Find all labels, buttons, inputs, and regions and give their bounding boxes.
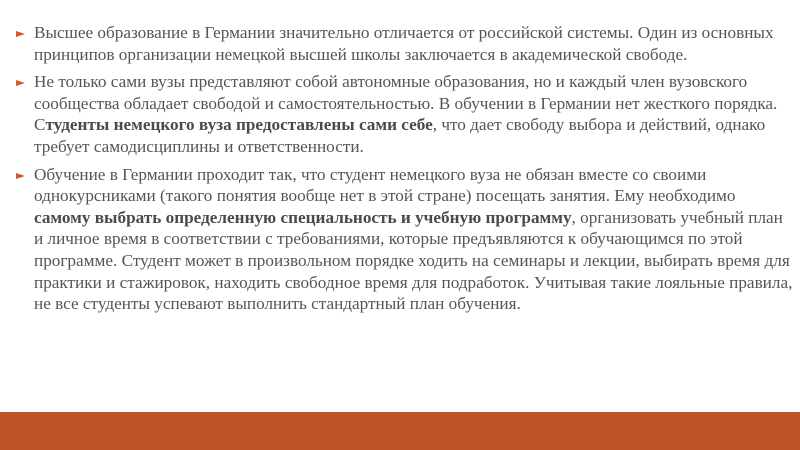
text-run: Высшее образование в Германии значительно отличается от российской системы. Один из основных принципов организации немецкой высшей школы заключается в академической свободе.: [34, 23, 774, 64]
bullet-arrow-icon: [16, 173, 25, 179]
bullet-arrow-icon: [16, 80, 25, 86]
text-run: Обучение в Германии проходит так, что студент немецкого вуза не обязан вместе со своими однокурсниками (такого понятия вообще нет в этой стране) посещать занятия. Ему необходимо: [34, 164, 736, 206]
bullet-text: [34, 71, 796, 157]
bold-text-run: туденты немецкого вуза предоставлены сами себе: [45, 115, 433, 135]
text-run: , что дает свободу выбора и действий, однако требует самодисциплины и ответственности.: [34, 115, 766, 156]
bullet-list: [16, 22, 796, 321]
text-run: Не только сами вузы представляют собой автономные образования, но и каждый член вузовского сообщества обладает свободой и самостоятельностью. В обучении в Германии нет жесткого порядка. С: [34, 72, 778, 135]
bullet-item: [16, 22, 796, 65]
bullet-arrow-icon: [16, 31, 25, 37]
bullet-item: [16, 164, 796, 315]
bullet-item: [16, 71, 796, 157]
bullet-text: [34, 22, 796, 65]
footer-accent-bar: [0, 412, 800, 450]
bold-text-run: самому выбрать определенную специальность и учебную программу: [34, 207, 572, 227]
bullet-text: [34, 164, 796, 315]
text-run: , организовать учебный план и личное время в соответствии с требованиями, которые предъявляются к обучающимся по этой программе. Студент может в произвольном порядке ходить на семинары и лекции, выбирать время для практики и стажировок, находить свободное время для подработок. Учитывая такие лояльные правила, не все студенты успевают выполнить стандартный план обучения.: [34, 207, 793, 314]
